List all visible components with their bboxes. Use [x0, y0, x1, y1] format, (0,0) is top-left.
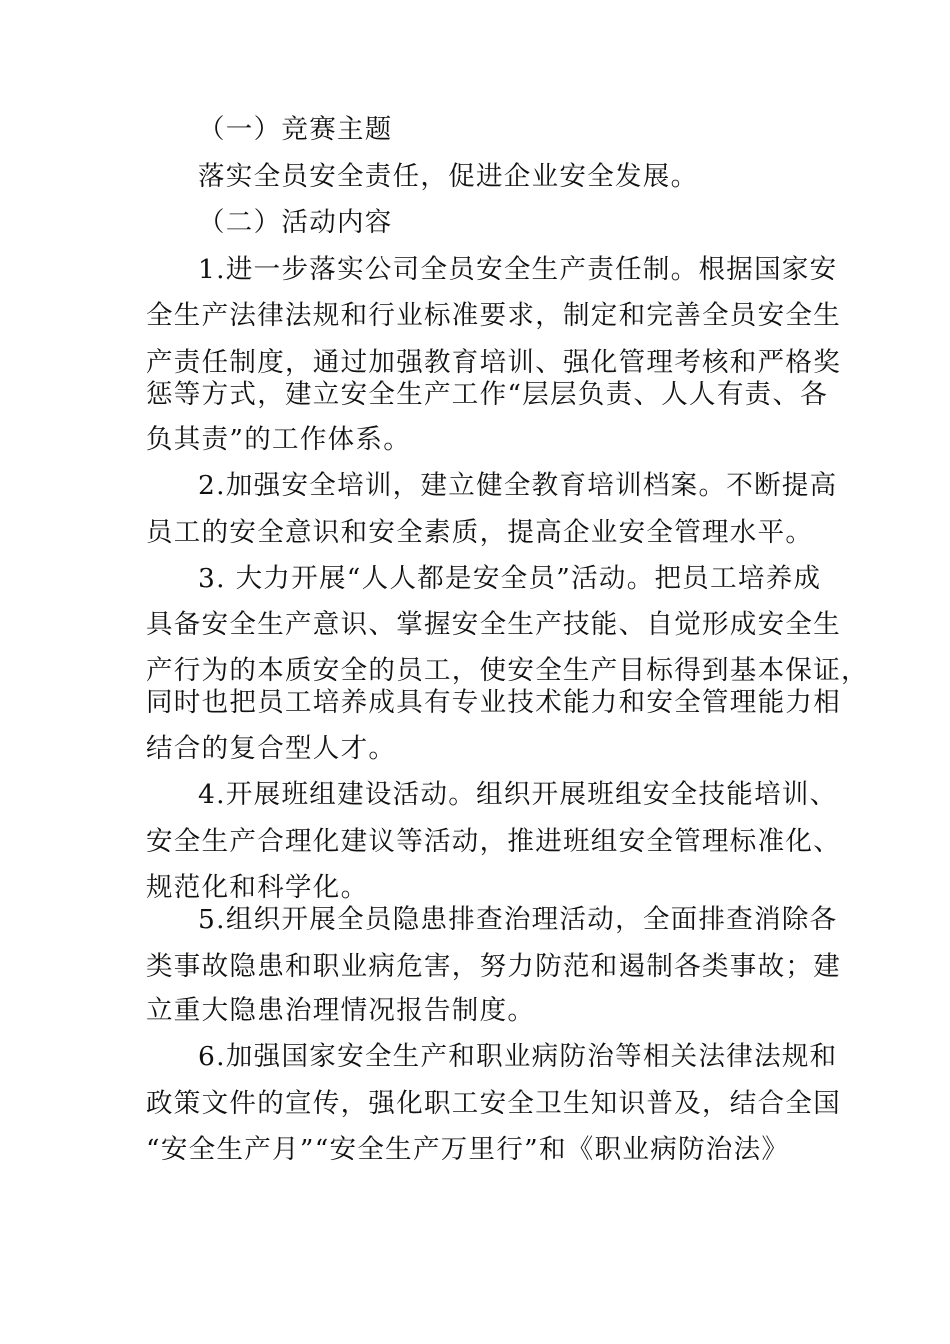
- item-1-line-2: 全生产法律法规和行业标准要求，制定和完善全员安全生: [146, 300, 841, 331]
- item-2-line-1: 2.加强安全培训，建立健全教育培训档案。不断提高: [198, 470, 838, 501]
- section-heading-content: （二）活动内容: [198, 207, 393, 238]
- item-6-line-2: 政策文件的宣传，强化职工安全卫生知识普及，结合全国: [146, 1088, 841, 1119]
- item-5-line-3: 立重大隐患治理情况报告制度。: [146, 995, 536, 1026]
- item-6-line-3: “安全生产月”“安全生产万里行”和《职业病防治法》: [146, 1134, 790, 1165]
- item-2-line-2: 员工的安全意识和安全素质，提高企业安全管理水平。: [146, 517, 814, 548]
- item-5-line-2: 类事故隐患和职业病危害，努力防范和遏制各类事故；建: [146, 951, 841, 982]
- item-1-line-3: 产责任制度，通过加强教育培训、强化管理考核和严格奖: [146, 347, 841, 378]
- item-3-line-1: 3. 大力开展“人人都是安全员”活动。把员工培养成: [198, 563, 822, 594]
- item-3-line-4: 同时也把员工培养成具有专业技术能力和安全管理能力相: [146, 687, 841, 718]
- item-6-line-1: 6.加强国家安全生产和职业病防治等相关法律法规和: [198, 1041, 838, 1072]
- item-4-line-2: 安全生产合理化建议等活动，推进班组安全管理标准化、: [146, 826, 841, 857]
- item-1-line-5: 负其责”的工作体系。: [146, 424, 412, 455]
- item-3-line-5: 结合的复合型人才。: [146, 733, 397, 764]
- item-3-line-3: 产行为的本质安全的员工，使安全生产目标得到基本保证，: [146, 655, 869, 686]
- theme-text: 落实全员安全责任，促进企业安全发展。: [198, 161, 699, 192]
- item-5-line-1: 5.组织开展全员隐患排查治理活动，全面排查消除各: [198, 904, 838, 935]
- item-1-line-1: 1.进一步落实公司全员安全生产责任制。根据国家安: [198, 254, 838, 285]
- item-4-line-1: 4.开展班组建设活动。组织开展班组安全技能培训、: [198, 779, 838, 810]
- item-4-line-3: 规范化和科学化。: [146, 872, 369, 903]
- item-1-line-4: 惩等方式，建立安全生产工作“层层负责、人人有责、各: [146, 379, 829, 410]
- section-heading-theme: （一）竞赛主题: [198, 114, 393, 145]
- item-3-line-2: 具备安全生产意识、掌握安全生产技能、自觉形成安全生: [146, 609, 841, 640]
